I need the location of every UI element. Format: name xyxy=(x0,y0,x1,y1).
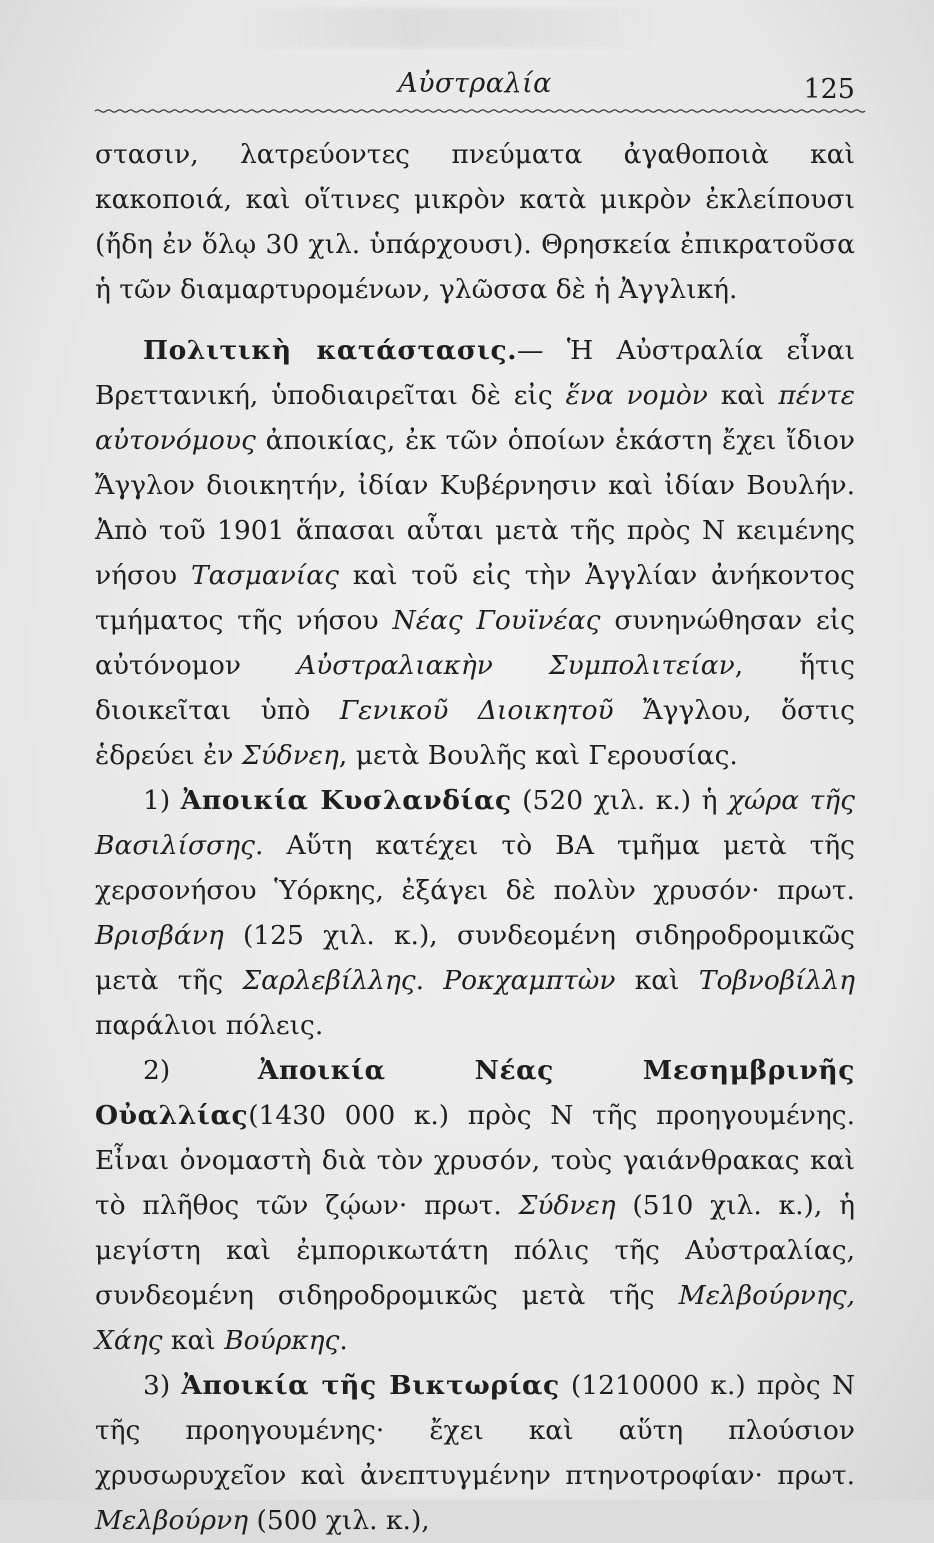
text-run: συνηνώθησαν εἰς αὐτόνομον xyxy=(95,605,855,681)
text-run: καὶ τοῦ εἰς τὴν Ἀγγλίαν ἀνήκοντος τμήματος τῆς νήσου xyxy=(95,560,855,636)
section-heading: Ἀποικία τῆς Βικτωρίας xyxy=(181,1370,560,1401)
italic-term: Σύδνεη xyxy=(241,740,339,771)
italic-term: Σαρλεβίλλης xyxy=(242,965,416,996)
bleed-through-ghost xyxy=(240,8,660,48)
text-run: . xyxy=(415,965,444,996)
italic-term: Βούρκης xyxy=(224,1325,340,1356)
text-run: καὶ xyxy=(615,965,699,996)
italic-term: Σύδνεη xyxy=(518,1190,616,1221)
text-run: (520 χιλ. κ.) ἡ xyxy=(511,785,728,816)
text-run: παράλιοι πόλεις. xyxy=(95,1010,324,1041)
italic-term: Νέας Γουϊνέας xyxy=(392,605,601,636)
text-run: καὶ xyxy=(707,380,779,411)
text-run: (1210000 κ.) πρὸς Ν τῆς προηγουμένης· ἔχει καὶ αὕτη πλούσιον χρυσωρυχεῖον καὶ ἀνεπτυγμένην πτηνοτροφίαν· πρωτ. xyxy=(95,1370,856,1491)
italic-term: Μελβούρνης, Χάης xyxy=(95,1280,855,1356)
italic-term: Βρισβάνη xyxy=(95,920,224,951)
text-run: 1) xyxy=(143,785,181,816)
paragraph xyxy=(95,1048,855,1363)
page-number: 125 xyxy=(803,74,855,105)
italic-term: Αὐστραλιακὴν Συμπολιτείαν xyxy=(296,650,735,681)
text-run: Ἄγγλου, ὅστις ἑδρεύει ἐν xyxy=(95,695,855,771)
text-run: (1430 000 κ.) πρὸς Ν τῆς προηγουμένης. Εἶναι ὀνομαστὴ διὰ τὸν χρυσόν, τοὺς γαιάνθρακας καὶ τὸ πλῆθος τῶν ζῴων· πρωτ. xyxy=(95,1100,855,1221)
text-run: (510 χιλ. κ.), ἡ μεγίστη καὶ ἐμπορικωτάτη πόλις τῆς Αὐστραλίας, συνδεομένη σιδηροδρομικῶς μετὰ τῆς xyxy=(95,1190,855,1311)
italic-term: Ροκχαμπτὼν xyxy=(443,965,616,996)
text-run: 3) xyxy=(143,1370,182,1401)
text-run: (125 χιλ. κ.), συνδεομένη σιδηροδρομικῶς μετὰ τῆς xyxy=(95,920,855,996)
section-heading: Ἀποικία Κυσλανδίας xyxy=(180,785,512,816)
section-heading: Πολιτικὴ κατάστασις. xyxy=(143,335,518,366)
text-run: . xyxy=(339,1325,348,1356)
text-run: ἀποικίας, ἐκ τῶν ὁποίων ἑκάστη ἔχει ἴδιον Ἄγγλον διοικητήν, ἰδίαν Κυβέρνησιν καὶ ἰδίαν Βουλήν. Ἀπὸ τοῦ 1901 ἅπασαι αὗται μετὰ τῆς πρὸς Ν κειμένης νήσου xyxy=(95,425,855,591)
text-run: καὶ xyxy=(162,1325,225,1356)
paragraph xyxy=(95,328,855,778)
italic-term: ἕνα νομὸν xyxy=(565,380,708,411)
running-title: Αὐστραλία xyxy=(398,68,552,99)
italic-term: Τοβνοβίλλη xyxy=(698,965,855,996)
text-run: — Ἡ Αὐστραλία εἶναι Βρεττανική, ὑποδιαιρεῖται δὲ εἰς xyxy=(95,335,855,411)
italic-term: πέντε αὐτονόμους xyxy=(95,380,855,456)
section-heading: Ἀποικία Νέας Μεσημβρινῆς Οὐαλλίας xyxy=(95,1055,855,1131)
text-run: (500 χιλ. κ.), xyxy=(248,1505,430,1536)
text-run: , μετὰ Βουλῆς καὶ Γερουσίας. xyxy=(338,740,738,771)
italic-term: χώρα τῆς Βασιλίσσης xyxy=(95,785,856,861)
text-run: στασιν, λατρεύοντες πνεύματα ἀγαθοποιὰ καὶ κακοποιά, καὶ οἵτινες μικρὸν κατὰ μικρὸν ἐκλείπουσι (ἤδη ἐν ὅλῳ 30 χιλ. ὑπάρχουσι). Θρησκεία ἐπικρατοῦσα ἡ τῶν διαμαρτυρομένων, γλῶσσα δὲ ἡ Ἀγγλική. xyxy=(95,139,855,305)
paragraph xyxy=(95,778,855,1048)
paragraph xyxy=(95,132,855,312)
header-wavy-rule xyxy=(95,106,855,116)
text-run: , ἥτις διοικεῖται ὑπὸ xyxy=(95,650,855,726)
italic-term: Τασμανίας xyxy=(190,560,339,591)
italic-term: Μελβούρνη xyxy=(95,1505,249,1536)
paragraph xyxy=(95,1363,855,1543)
text-run: . Αὕτη κατέχει τὸ ΒΑ τμῆμα μετὰ τῆς χερσονήσου Ὑόρκης, ἐξάγει δὲ πολὺν χρυσόν· πρωτ. xyxy=(95,830,855,906)
text-run: 2) xyxy=(143,1055,258,1086)
italic-term: Γενικοῦ Διοικητοῦ xyxy=(339,695,614,726)
text-body xyxy=(95,132,855,1543)
